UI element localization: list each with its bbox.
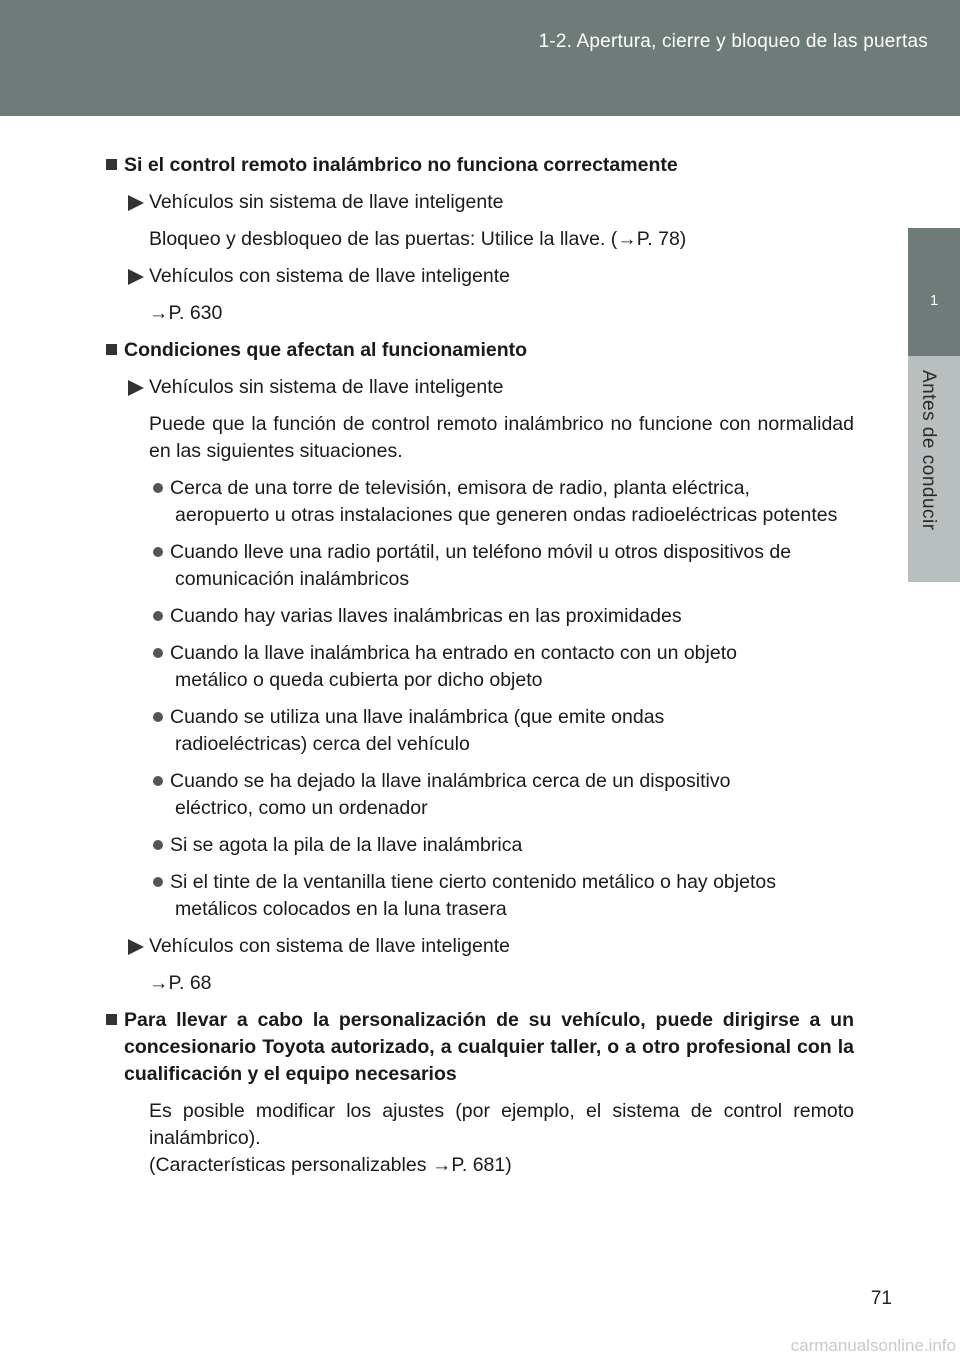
page-reference: (Características personalizables →P. 681) [149,1154,512,1176]
header-band [0,0,960,116]
list-item: Si el tinte de la ventanilla tiene cierto contenido metálico o hay objetos metálicos colocados en la luna trasera [104,869,840,923]
page-content [104,152,854,1179]
round-bullet-icon [153,712,163,722]
square-bullet-icon [106,159,117,170]
section-heading: Condiciones que afectan al funcionamiento [104,337,854,364]
section-title: 1-2. Apertura, cierre y bloqueo de las puertas [538,31,928,52]
subheading: Vehículos con sistema de llave inteligente [104,263,854,290]
list-item: Cuando se utiliza una llave inalámbrica (que emite ondas radioeléctricas) cerca del vehículo [104,704,840,758]
paragraph: Bloqueo y desbloqueo de las puertas: Utilice la llave. (→P. 78) [149,228,687,250]
page-reference: →P. 630 [149,302,223,324]
list-item: Si se agota la pila de la llave inalámbrica [104,832,840,859]
chapter-number: 1 [929,292,939,309]
list-item: Cuando se ha dejado la llave inalámbrica cerca de un dispositivo eléctrico, como un ordenador [104,768,840,822]
round-bullet-icon [153,776,163,786]
list-item: Cuando lleve una radio portátil, un teléfono móvil u otros dispositivos de comunicación inalámbricos [104,539,840,593]
round-bullet-icon [153,877,163,887]
list-item: Cuando la llave inalámbrica ha entrado en contacto con un objeto metálico o queda cubierta por dicho objeto [104,640,840,694]
triangle-bullet-icon [128,195,144,211]
list-item: Cerca de una torre de televisión, emisora de radio, planta eléctrica, aeropuerto u otras instalaciones que generen ondas radioeléctricas potentes [104,475,840,529]
round-bullet-icon [153,483,163,493]
list-item: Cuando hay varias llaves inalámbricas en las proximidades [104,603,840,630]
section-heading: Si el control remoto inalámbrico no funciona correctamente [104,152,854,179]
subheading: Vehículos con sistema de llave inteligente [104,933,854,960]
round-bullet-icon [153,611,163,621]
page-reference: →P. 68 [149,972,212,994]
triangle-bullet-icon [128,269,144,285]
section-heading: Para llevar a cabo la personalización de su vehículo, puede dirigirse a un concesionario Toyota autorizado, a cualquier taller, o a otro profesional con la cualificación y el equipo necesarios [104,1007,854,1088]
chapter-label: Antes de conducir [918,370,939,531]
round-bullet-icon [153,547,163,557]
square-bullet-icon [106,1014,117,1025]
paragraph: Puede que la función de control remoto inalámbrico no funcione con normalidad en las siguientes situaciones. [149,413,854,462]
round-bullet-icon [153,840,163,850]
subheading: Vehículos sin sistema de llave inteligente [104,374,854,401]
subheading: Vehículos sin sistema de llave inteligente [104,189,854,216]
watermark: carmanualsonline.info [790,1336,956,1355]
round-bullet-icon [153,648,163,658]
triangle-bullet-icon [128,939,144,955]
page-number: 71 [870,1288,892,1309]
triangle-bullet-icon [128,380,144,396]
paragraph: Es posible modificar los ajustes (por ejemplo, el sistema de control remoto inalámbrico). [149,1100,854,1149]
square-bullet-icon [106,344,117,355]
